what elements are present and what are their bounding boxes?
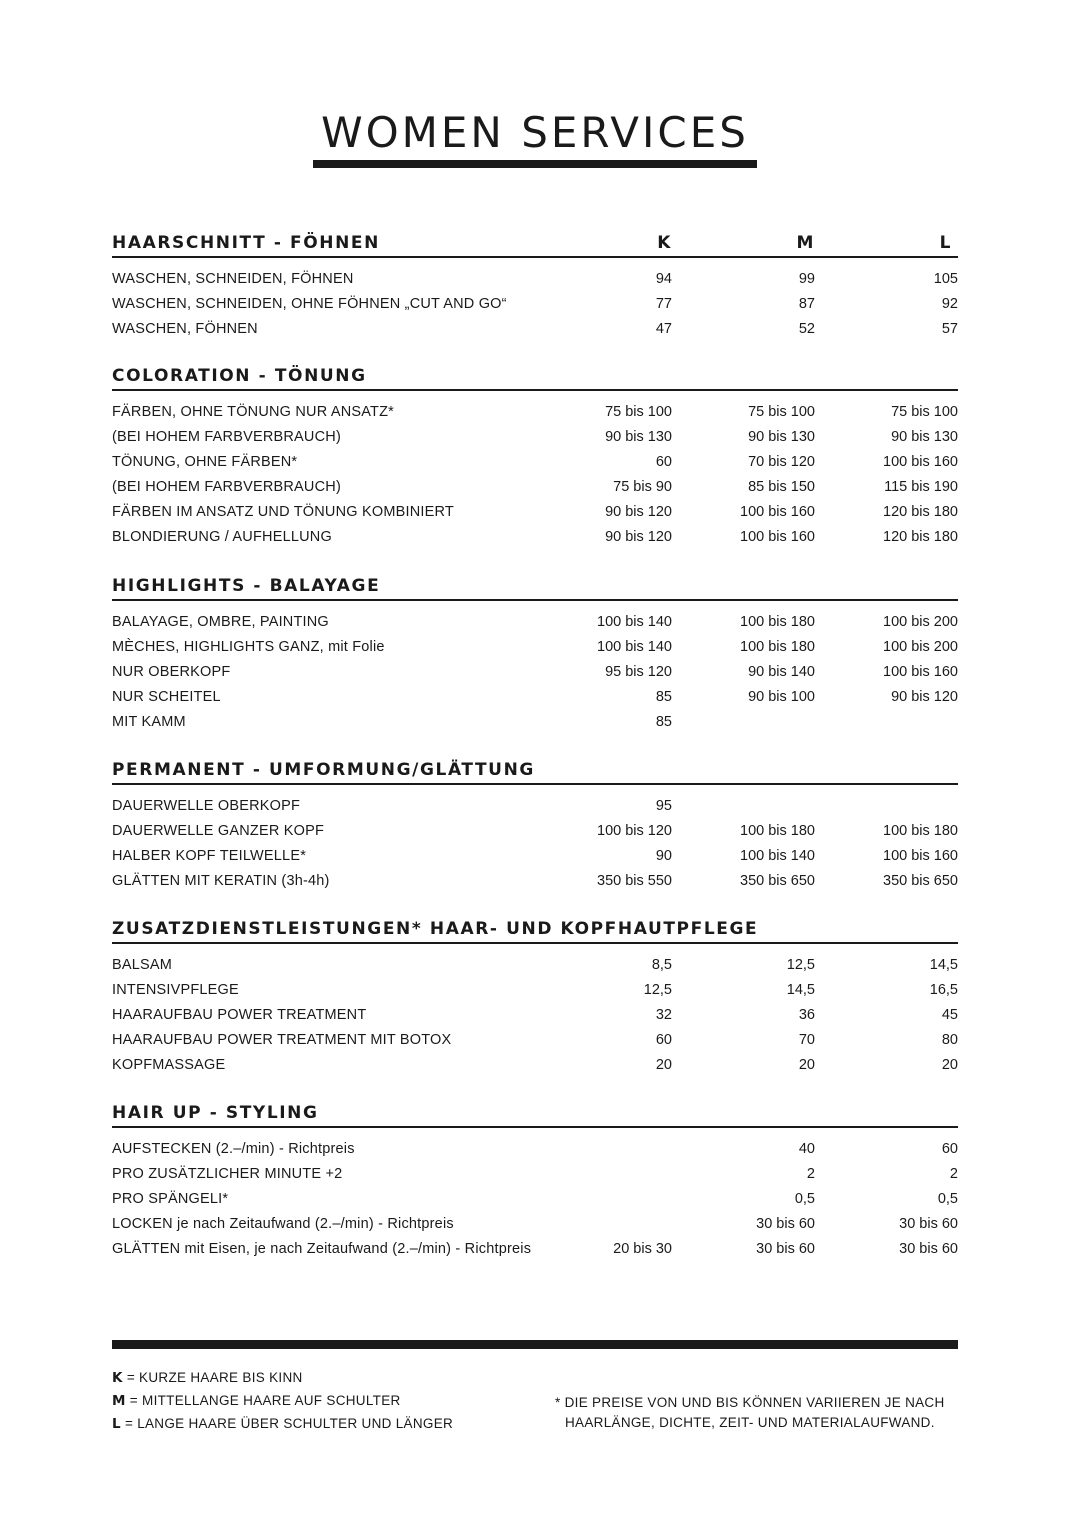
price-row [112,818,958,843]
column-header-l: L [939,233,952,253]
price-row [112,977,958,1002]
price-row [112,1002,958,1027]
price-m: 2 [806,1165,815,1182]
price-l: 120 bis 180 [883,503,958,520]
price-row [112,1052,958,1077]
service-label: PRO ZUSÄTZLICHER MINUTE +2 [112,1165,343,1182]
price-m: 85 bis 150 [748,478,815,495]
price-l: 57 [941,320,958,337]
service-label: HALBER KOPF TEILWELLE* [112,847,307,864]
service-label: FÄRBEN IM ANSATZ UND TÖNUNG KOMBINIERT [112,503,454,520]
price-m: 30 bis 60 [756,1240,815,1257]
price-k: 90 [655,847,672,864]
service-label: WASCHEN, SCHNEIDEN, OHNE FÖHNEN „CUT AND GO“ [112,295,507,312]
price-k: 20 [655,1056,672,1073]
service-label: BALSAM [112,956,173,973]
price-k: 77 [655,295,672,312]
price-k: 85 [655,688,672,705]
service-label: GLÄTTEN MIT KERATIN (3h-4h) [112,872,330,889]
section-rows [112,793,958,893]
section-heading: HAARSCHNITT - FÖHNEN [112,233,380,253]
service-label: WASCHEN, FÖHNEN [112,320,258,337]
legend-key: K [112,1370,123,1386]
price-k: 8,5 [651,956,672,973]
service-label: WASCHEN, SCHNEIDEN, FÖHNEN [112,270,354,287]
service-label: (BEI HOHEM FARBVERBRAUCH) [112,478,341,495]
service-label: BLONDIERUNG / AUFHELLUNG [112,528,332,545]
price-section [112,1104,958,1261]
price-row [112,316,958,341]
price-section [112,920,958,1077]
price-k: 85 [655,713,672,730]
price-row [112,266,958,291]
price-l: 30 bis 60 [899,1215,958,1232]
price-row [112,291,958,316]
price-section [112,577,958,734]
price-l: 350 bis 650 [883,872,958,889]
service-label: HAARAUFBAU POWER TREATMENT [112,1006,367,1023]
service-label: INTENSIVPFLEGE [112,981,239,998]
price-m: 75 bis 100 [748,403,815,420]
legend-item [112,1412,453,1435]
price-l: 16,5 [929,981,958,998]
section-rows [112,266,958,341]
section-header [112,577,958,601]
price-l: 120 bis 180 [883,528,958,545]
price-k: 100 bis 120 [597,822,672,839]
price-m: 52 [798,320,815,337]
price-l: 75 bis 100 [891,403,958,420]
price-l: 100 bis 160 [883,663,958,680]
price-k: 90 bis 120 [605,528,672,545]
section-heading: COLORATION - TÖNUNG [112,366,367,386]
legend-text: = KURZE HAARE BIS KINN [122,1370,303,1385]
price-k: 95 bis 120 [605,663,672,680]
price-k: 350 bis 550 [597,872,672,889]
legend-item [112,1389,453,1412]
price-k: 100 bis 140 [597,613,672,630]
price-m: 90 bis 130 [748,428,815,445]
price-m: 87 [798,295,815,312]
price-l: 100 bis 200 [883,613,958,630]
price-k: 75 bis 90 [613,478,672,495]
section-rows [112,609,958,734]
note-line-1: * DIE PREISE VON UND BIS KÖNNEN VARIIEREN JE NACH [555,1395,945,1410]
legend-text: = MITTELLANGE HAARE AUF SCHULTER [125,1393,401,1408]
service-label: TÖNUNG, OHNE FÄRBEN* [112,453,298,470]
price-k: 60 [655,1031,672,1048]
legend-item [112,1366,453,1389]
legend-key: M [112,1393,126,1409]
price-l: 90 bis 120 [891,688,958,705]
price-section [112,761,958,893]
price-row [112,843,958,868]
price-l: 2 [949,1165,958,1182]
price-m: 100 bis 160 [740,503,815,520]
price-m: 90 bis 100 [748,688,815,705]
price-m: 350 bis 650 [740,872,815,889]
price-row [112,399,958,424]
price-k: 47 [655,320,672,337]
price-m: 30 bis 60 [756,1215,815,1232]
price-l: 0,5 [937,1190,958,1207]
price-l: 100 bis 160 [883,847,958,864]
price-k: 100 bis 140 [597,638,672,655]
footer-divider [112,1340,958,1349]
service-label: BALAYAGE, OMBRE, PAINTING [112,613,329,630]
price-note [555,1393,945,1433]
price-l: 90 bis 130 [891,428,958,445]
price-k: 75 bis 100 [605,403,672,420]
title-underline [313,160,757,168]
price-k: 90 bis 130 [605,428,672,445]
price-m: 100 bis 140 [740,847,815,864]
price-l: 30 bis 60 [899,1240,958,1257]
price-l: 100 bis 160 [883,453,958,470]
price-section [112,234,958,341]
price-l: 80 [941,1031,958,1048]
price-k: 60 [655,453,672,470]
price-m: 90 bis 140 [748,663,815,680]
service-label: KOPFMASSAGE [112,1056,226,1073]
service-label: NUR OBERKOPF [112,663,231,680]
legend-text: = LANGE HAARE ÜBER SCHULTER UND LÄNGER [120,1416,454,1431]
price-row [112,684,958,709]
price-row [112,952,958,977]
price-m: 20 [798,1056,815,1073]
section-heading: HIGHLIGHTS - BALAYAGE [112,576,381,596]
price-m: 40 [798,1140,815,1157]
service-label: (BEI HOHEM FARBVERBRAUCH) [112,428,341,445]
legend-key: L [112,1416,121,1432]
price-l: 14,5 [929,956,958,973]
price-l: 20 [941,1056,958,1073]
price-l: 100 bis 180 [883,822,958,839]
section-header [112,920,958,944]
service-label: MIT KAMM [112,713,186,730]
price-row [112,449,958,474]
section-header [112,367,958,391]
price-k: 90 bis 120 [605,503,672,520]
service-label: GLÄTTEN mit Eisen, je nach Zeitaufwand (2.–/min) - Richtpreis [112,1240,532,1257]
section-heading: ZUSATZDIENSTLEISTUNGEN* HAAR- UND KOPFHAUTPFLEGE [112,919,759,939]
price-m: 70 [798,1031,815,1048]
price-row [112,524,958,549]
service-label: PRO SPÄNGELI* [112,1190,229,1207]
price-row [112,709,958,734]
section-heading: HAIR UP - STYLING [112,1103,319,1123]
price-m: 100 bis 180 [740,638,815,655]
price-l: 105 [933,270,958,287]
price-m: 36 [798,1006,815,1023]
service-label: HAARAUFBAU POWER TREATMENT MIT BOTOX [112,1031,452,1048]
price-k: 12,5 [643,981,672,998]
price-l: 45 [941,1006,958,1023]
price-row [112,793,958,818]
service-label: LOCKEN je nach Zeitaufwand (2.–/min) - Richtpreis [112,1215,454,1232]
price-m: 100 bis 160 [740,528,815,545]
note-line-2: HAARLÄNGE, DICHTE, ZEIT- UND MATERIALAUFWAND. [565,1415,935,1430]
section-header [112,761,958,785]
section-rows [112,952,958,1077]
price-m: 70 bis 120 [748,453,815,470]
price-row [112,634,958,659]
price-l: 115 bis 190 [884,478,958,495]
price-l: 100 bis 200 [883,638,958,655]
price-row [112,1027,958,1052]
price-row [112,1136,958,1161]
price-row [112,1236,958,1261]
service-label: MÈCHES, HIGHLIGHTS GANZ, mit Folie [112,638,385,655]
price-m: 0,5 [794,1190,815,1207]
column-header-k: K [657,233,672,253]
price-k: 95 [655,797,672,814]
price-m: 100 bis 180 [740,613,815,630]
section-rows [112,399,958,549]
price-m: 100 bis 180 [740,822,815,839]
price-m: 12,5 [786,956,815,973]
service-label: AUFSTECKEN (2.–/min) - Richtpreis [112,1140,355,1157]
price-k: 94 [655,270,672,287]
section-header [112,234,958,258]
price-row [112,868,958,893]
service-label: DAUERWELLE OBERKOPF [112,797,301,814]
price-row [112,1211,958,1236]
size-legend [112,1366,453,1435]
service-label: FÄRBEN, OHNE TÖNUNG NUR ANSATZ* [112,403,394,420]
column-header-m: M [796,233,815,253]
price-m: 99 [798,270,815,287]
price-row [112,424,958,449]
price-row [112,499,958,524]
price-k: 20 bis 30 [613,1240,672,1257]
price-l: 60 [941,1140,958,1157]
section-header [112,1104,958,1128]
price-k: 32 [655,1006,672,1023]
price-l: 92 [941,295,958,312]
price-row [112,1161,958,1186]
page-title: WOMEN SERVICES [321,108,749,157]
section-rows [112,1136,958,1261]
service-label: DAUERWELLE GANZER KOPF [112,822,325,839]
price-section [112,367,958,549]
price-row [112,1186,958,1211]
price-row [112,609,958,634]
price-m: 14,5 [786,981,815,998]
section-heading: PERMANENT - UMFORMUNG/GLÄTTUNG [112,760,535,780]
service-label: NUR SCHEITEL [112,688,221,705]
price-row [112,659,958,684]
price-row [112,474,958,499]
